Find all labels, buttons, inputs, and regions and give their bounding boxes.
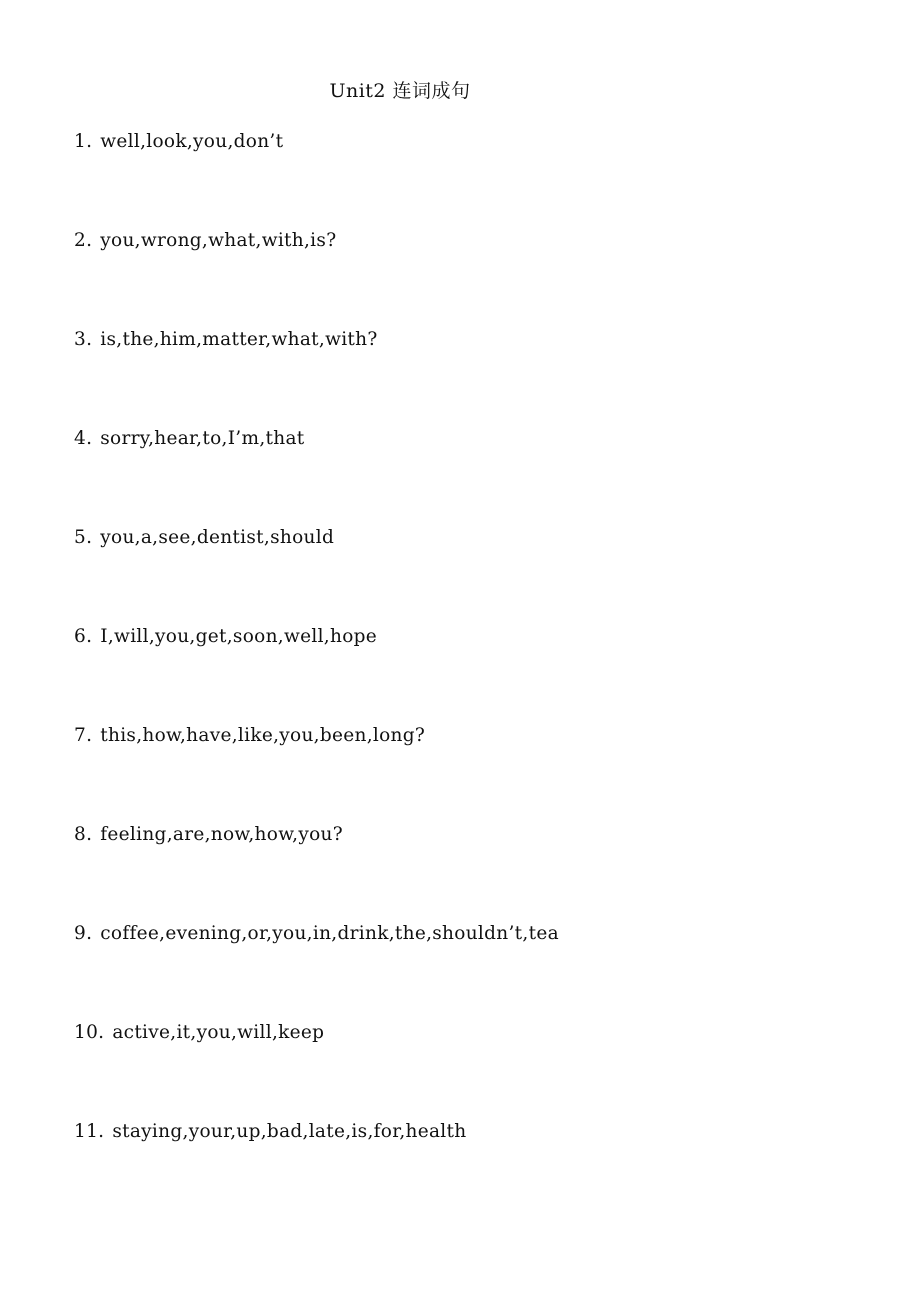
- list-item: [74, 1120, 466, 1144]
- list-item: [74, 328, 378, 352]
- list-item: [74, 823, 343, 847]
- list-item: [74, 625, 377, 649]
- item-number: 10.: [74, 1022, 105, 1043]
- item-number: 1.: [74, 131, 93, 152]
- item-number: 6.: [74, 626, 93, 647]
- page-title: Unit2 连词成句: [329, 80, 471, 102]
- item-words: you,a,see,dentist,should: [100, 527, 335, 548]
- item-words: feeling,are,now,how,you?: [100, 824, 343, 845]
- list-item: [74, 130, 283, 154]
- item-words: this,how,have,like,you,been,long?: [100, 725, 426, 746]
- item-words: coffee,evening,or,you,in,drink,the,shouldn’t,tea: [100, 923, 559, 944]
- item-number: 4.: [74, 428, 93, 449]
- list-item: [74, 229, 336, 253]
- item-number: 8.: [74, 824, 93, 845]
- item-number: 11.: [74, 1121, 105, 1142]
- item-words: is,the,him,matter,what,with?: [100, 329, 378, 350]
- item-words: staying,your,up,bad,late,is,for,health: [112, 1121, 467, 1142]
- list-item: [74, 526, 334, 550]
- item-words: sorry,hear,to,I’m,that: [100, 428, 305, 449]
- list-item: [74, 724, 425, 748]
- item-words: well,look,you,don’t: [100, 131, 284, 152]
- item-number: 7.: [74, 725, 93, 746]
- item-words: you,wrong,what,with,is?: [100, 230, 337, 251]
- item-words: active,it,you,will,keep: [112, 1022, 325, 1043]
- item-number: 5.: [74, 527, 93, 548]
- item-number: 2.: [74, 230, 93, 251]
- item-words: I,will,you,get,soon,well,hope: [100, 626, 378, 647]
- item-number: 9.: [74, 923, 93, 944]
- list-item: [74, 1021, 324, 1045]
- list-item: [74, 922, 559, 946]
- list-item: [74, 427, 305, 451]
- item-number: 3.: [74, 329, 93, 350]
